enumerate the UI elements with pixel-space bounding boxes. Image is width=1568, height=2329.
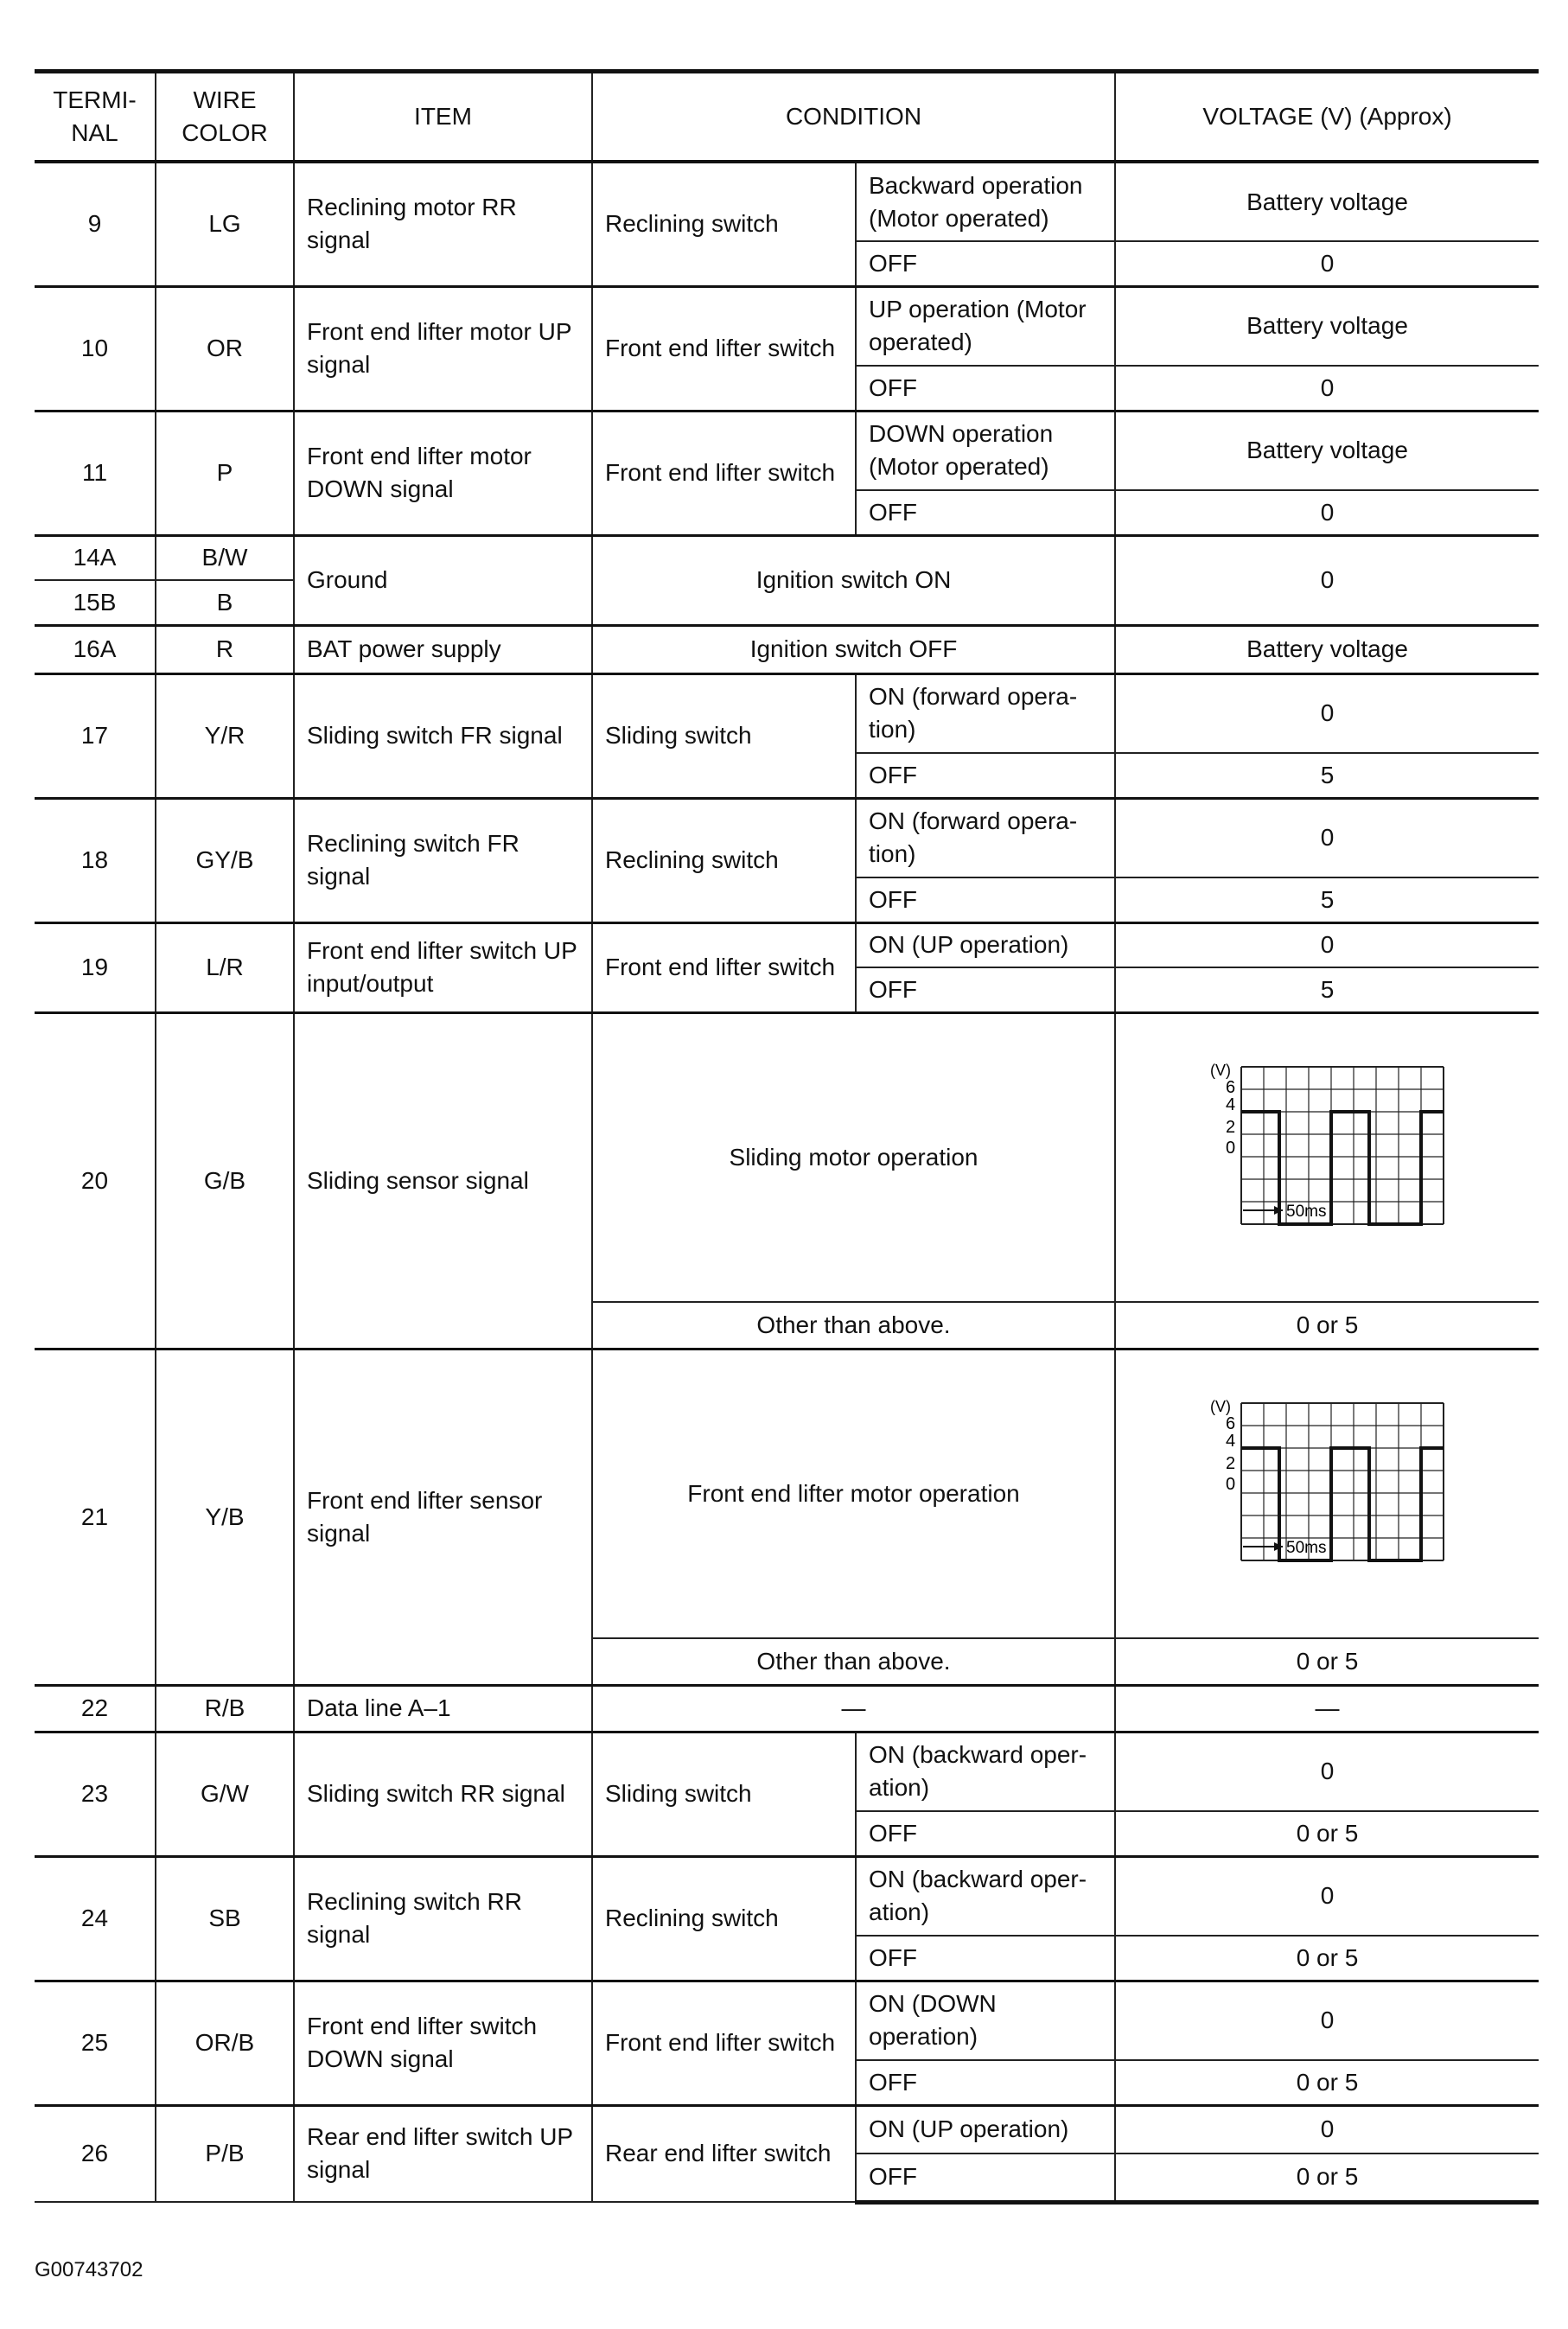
table-row (35, 1349, 1539, 1638)
switch-cell: Rear end lifter switch (592, 2105, 856, 2202)
table-row (35, 411, 1539, 490)
wire-color-cell: P/B (156, 2105, 294, 2202)
wire-color-cell: Y/R (156, 673, 294, 798)
condition-cell: Backward operation (Motor operated) (856, 162, 1115, 241)
terminal-cell: 17 (35, 673, 156, 798)
condition-cell: ON (UP operation) (856, 2105, 1115, 2154)
waveform-tick-2: 2 (1225, 1453, 1235, 1473)
voltage-cell: — (1115, 1685, 1539, 1732)
voltage-cell: 0 (1115, 535, 1539, 625)
condition-cell: ON (UP operation) (856, 922, 1115, 967)
header-voltage: VOLTAGE (V) (Approx) (1115, 72, 1539, 163)
wire-color-cell: OR (156, 286, 294, 411)
condition-cell: OFF (856, 241, 1115, 286)
voltage-cell: 0 or 5 (1115, 1936, 1539, 1981)
voltage-cell: 0 (1115, 1732, 1539, 1811)
terminal-cell: 15B (35, 580, 156, 625)
voltage-cell: 5 (1115, 877, 1539, 922)
item-cell: Reclining switch RR signal (294, 1856, 592, 1981)
condition-cell: ON (backward oper- ation) (856, 1732, 1115, 1811)
terminal-cell: 10 (35, 286, 156, 411)
table-row (35, 1685, 1539, 1732)
waveform-tick-4: 4 (1225, 1094, 1235, 1114)
terminal-cell: 22 (35, 1685, 156, 1732)
voltage-cell: 0 (1115, 366, 1539, 411)
table-row (35, 535, 1539, 580)
waveform-grid (1241, 1403, 1444, 1560)
voltage-cell: 5 (1115, 753, 1539, 798)
terminal-cell: 19 (35, 922, 156, 1012)
condition-cell: UP operation (Motor operated) (856, 286, 1115, 366)
switch-cell: Front end lifter switch (592, 286, 856, 411)
table-row (35, 162, 1539, 241)
figure-id: G00743702 (35, 2258, 143, 2281)
item-cell: Rear end lifter switch UP signal (294, 2105, 592, 2202)
voltage-cell: 0 (1115, 673, 1539, 753)
terminal-table-sheet (35, 69, 1539, 2205)
switch-cell: Reclining switch (592, 1856, 856, 1981)
voltage-cell: Battery voltage (1115, 286, 1539, 366)
condition-cell: — (592, 1685, 1115, 1732)
condition-cell: OFF (856, 753, 1115, 798)
voltage-cell: Battery voltage (1115, 162, 1539, 241)
item-cell: Reclining motor RR signal (294, 162, 592, 286)
wire-color-cell: R (156, 625, 294, 673)
switch-cell: Sliding switch (592, 1732, 856, 1856)
table-row (35, 1856, 1539, 1936)
terminal-cell: 16A (35, 625, 156, 673)
voltage-cell: 0 (1115, 490, 1539, 535)
waveform-unit-label: (V) (1209, 1397, 1231, 1415)
wire-color-cell: P (156, 411, 294, 535)
waveform-tick-6: 6 (1225, 1413, 1235, 1433)
voltage-cell: 0 or 5 (1115, 1811, 1539, 1856)
item-cell: Front end lifter sensor signal (294, 1349, 592, 1685)
waveform-trace (1241, 1112, 1444, 1224)
voltage-cell: Battery voltage (1115, 411, 1539, 490)
voltage-cell: Battery voltage (1115, 625, 1539, 673)
header-item: ITEM (294, 72, 592, 163)
waveform-cell (1115, 1012, 1539, 1302)
wire-color-cell: B (156, 580, 294, 625)
sliding-sensor-waveform (1207, 1058, 1449, 1257)
condition-cell: OFF (856, 2154, 1115, 2202)
voltage-cell: 0 or 5 (1115, 1638, 1539, 1685)
item-cell: Front end lifter motor DOWN signal (294, 411, 592, 535)
terminal-cell: 25 (35, 1981, 156, 2105)
table-row (35, 1981, 1539, 2060)
table-row (35, 2105, 1539, 2154)
item-cell: Sliding switch FR signal (294, 673, 592, 798)
terminal-cell: 9 (35, 162, 156, 286)
terminal-cell: 14A (35, 535, 156, 580)
table-row (35, 1732, 1539, 1811)
item-cell: Front end lifter switch UP input/output (294, 922, 592, 1012)
voltage-cell: 0 (1115, 1981, 1539, 2060)
waveform-trace (1241, 1448, 1444, 1560)
item-cell: Data line A–1 (294, 1685, 592, 1732)
wire-color-cell: G/B (156, 1012, 294, 1349)
waveform-tick-0: 0 (1225, 1474, 1235, 1494)
terminal-voltage-table (35, 69, 1539, 2205)
terminal-cell: 20 (35, 1012, 156, 1349)
voltage-cell: 0 (1115, 798, 1539, 877)
table-row (35, 673, 1539, 753)
voltage-cell: 0 or 5 (1115, 1302, 1539, 1349)
condition-cell: Other than above. (592, 1638, 1115, 1685)
terminal-cell: 21 (35, 1349, 156, 1685)
voltage-cell: 0 (1115, 2105, 1539, 2154)
item-cell: Front end lifter switch DOWN signal (294, 1981, 592, 2105)
condition-cell: OFF (856, 1811, 1115, 1856)
condition-cell: OFF (856, 490, 1115, 535)
condition-cell: ON (forward opera- tion) (856, 673, 1115, 753)
voltage-cell: 0 (1115, 241, 1539, 286)
wire-color-cell: Y/B (156, 1349, 294, 1685)
switch-cell: Reclining switch (592, 798, 856, 922)
wire-color-cell: L/R (156, 922, 294, 1012)
item-cell: Ground (294, 535, 592, 625)
wire-color-cell: LG (156, 162, 294, 286)
condition-cell: ON (DOWN operation) (856, 1981, 1115, 2060)
header-condition: CONDITION (592, 72, 1115, 163)
condition-cell: DOWN operation (Motor operated) (856, 411, 1115, 490)
waveform-period-marker (1243, 1539, 1326, 1557)
table-row (35, 1012, 1539, 1302)
wire-color-cell: OR/B (156, 1981, 294, 2105)
wire-color-cell: B/W (156, 535, 294, 580)
table-header-row (35, 72, 1539, 163)
condition-cell: Other than above. (592, 1302, 1115, 1349)
switch-cell: Front end lifter switch (592, 411, 856, 535)
condition-cell: Sliding motor operation (592, 1012, 1115, 1302)
switch-cell: Front end lifter switch (592, 1981, 856, 2105)
condition-cell: OFF (856, 2060, 1115, 2105)
terminal-cell: 24 (35, 1856, 156, 1981)
item-cell: Front end lifter motor UP signal (294, 286, 592, 411)
terminal-cell: 23 (35, 1732, 156, 1856)
waveform-period-marker (1243, 1203, 1326, 1221)
voltage-cell: 0 or 5 (1115, 2060, 1539, 2105)
condition-cell: OFF (856, 877, 1115, 922)
voltage-cell: 0 (1115, 922, 1539, 967)
item-cell: Sliding sensor signal (294, 1012, 592, 1349)
waveform-tick-4: 4 (1225, 1431, 1235, 1451)
switch-cell: Front end lifter switch (592, 922, 856, 1012)
wire-color-cell: R/B (156, 1685, 294, 1732)
condition-cell: OFF (856, 967, 1115, 1012)
condition-cell: OFF (856, 366, 1115, 411)
item-cell: Sliding switch RR signal (294, 1732, 592, 1856)
wire-color-cell: SB (156, 1856, 294, 1981)
switch-cell: Sliding switch (592, 673, 856, 798)
waveform-tick-0: 0 (1225, 1138, 1235, 1158)
condition-cell: ON (backward oper- ation) (856, 1856, 1115, 1936)
terminal-cell: 11 (35, 411, 156, 535)
waveform-grid (1241, 1067, 1444, 1224)
condition-cell: Front end lifter motor operation (592, 1349, 1115, 1638)
waveform-period-label: 50ms (1285, 1538, 1326, 1557)
condition-cell: Ignition switch ON (592, 535, 1115, 625)
voltage-cell: 0 or 5 (1115, 2154, 1539, 2202)
table-row (35, 625, 1539, 673)
waveform-period-label: 50ms (1285, 1202, 1326, 1221)
front-end-lifter-sensor-waveform (1207, 1394, 1449, 1593)
condition-cell: Ignition switch OFF (592, 625, 1115, 673)
table-row (35, 922, 1539, 967)
waveform-tick-2: 2 (1225, 1117, 1235, 1137)
header-wire-color: WIRE COLOR (156, 72, 294, 163)
table-row (35, 798, 1539, 877)
voltage-cell: 0 (1115, 1856, 1539, 1936)
waveform-cell (1115, 1349, 1539, 1638)
voltage-cell: 5 (1115, 967, 1539, 1012)
condition-cell: OFF (856, 1936, 1115, 1981)
waveform-tick-6: 6 (1225, 1077, 1235, 1097)
wire-color-cell: GY/B (156, 798, 294, 922)
table-row (35, 286, 1539, 366)
wire-color-cell: G/W (156, 1732, 294, 1856)
condition-cell: ON (forward opera- tion) (856, 798, 1115, 877)
item-cell: BAT power supply (294, 625, 592, 673)
terminal-cell: 18 (35, 798, 156, 922)
switch-cell: Reclining switch (592, 162, 856, 286)
waveform-unit-label: (V) (1209, 1061, 1231, 1079)
header-terminal: TERMI- NAL (35, 72, 156, 163)
terminal-cell: 26 (35, 2105, 156, 2202)
item-cell: Reclining switch FR signal (294, 798, 592, 922)
